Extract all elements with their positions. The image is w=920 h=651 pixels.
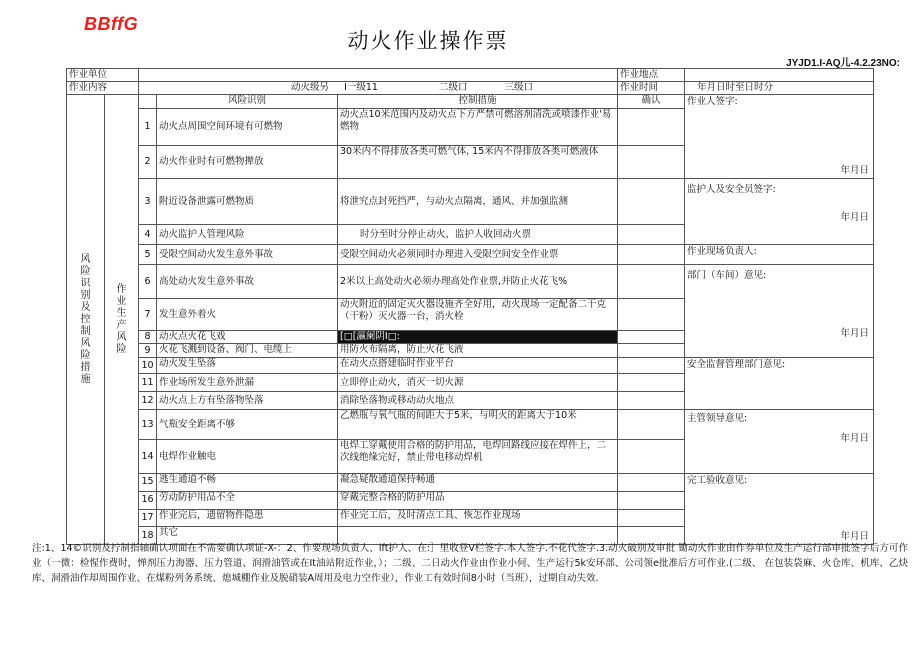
confirm-cell[interactable] [618,344,685,358]
confirm-cell[interactable] [618,392,685,410]
confirm-cell[interactable] [618,374,685,392]
table-row: 3 附近设备泄露可燃物质 将泄究点封死挡严，与动火点隔离，通风、并加强监测 监护人及安全员签字: 年月日 [67,179,874,225]
safety-dept-opinion-box[interactable]: 安全监督管理部门意见: [685,358,874,410]
table-row: 7 发生意外着火 动火附近的固定灭火器设施齐全好用，动火现场一定配备二干克（干粉）灭火器一台，消火栓 [67,299,874,331]
time-value: 年月日时至日时分 [697,82,774,93]
confirm-cell[interactable] [618,509,685,527]
confirm-cell[interactable] [618,179,685,225]
number-column-header [139,95,157,109]
confirm-cell[interactable] [618,331,685,344]
confirm-column-header: 确认 [618,95,685,109]
level-label: 动火级另 [291,82,330,93]
table-row: 9 火花飞溅到设备、阀门、电缆上 用防火布隔离，防止火花飞液 [67,344,874,358]
footnote: 注:1、14©识别及拧制指轴确认项面在不需要确认项证-X-：2、作要现场负责人、lft护人、在:］里收登V栏签字.本人签字.不花代签字.3.动火破别及审批 锄动火作业由作券单位及生产运行部审批签字后方可作业（一微：检惺作费时，惮剂压力海器、压力管道、润滑油管或在It油站附近作业，）；二级、二日动火作业由作业小何、生产运行5k安环部、公司领e批准后方可作业.(二级、 在包装袋麻、火仓库、机库、乙炔库、洞滑油作却周围作业、在煤粉列务系统、熄城棚作业及脱硝装A周用及电力空作业），作业工有效时间8小时（当班），过期自动失效. [32,543,908,584]
level-1-checkbox[interactable]: I一级11 [344,82,378,93]
confirm-cell[interactable] [618,358,685,374]
table-row: 2 动火作业时有可燃物撵放 30米内不得排放各类可燃气体, 15米内不得排放各类可燃液体 [67,146,874,179]
table-row: 5 受限空间动火发生意外事故 受限空间动火必须同时办理进入受限空间安全作业票 作业现场负责人: [67,245,874,265]
level-cell [139,82,618,95]
table-row: 18 其它 [67,527,874,545]
table-row: 17 作业完后，遗留物件隐患 作业完工后，及时清点工具、恢怎作业现场 [67,509,874,527]
header-row-unit [67,69,874,82]
header-row-content [67,82,874,95]
site-lead-signature-box[interactable]: 作业现场负责人: [685,245,874,265]
production-risk-group-label: 作业生产风险 [105,95,139,545]
level-2-checkbox[interactable]: 二级口 [438,82,468,93]
table-row: 12 动火点上方有坠落物坠落 消除坠落物或移动动火地点 [67,392,874,410]
site-field[interactable] [685,69,874,82]
confirm-cell[interactable] [618,491,685,509]
table-row: 15 逃生通道不畅 凝急疑散通道保持畅通 完工验收意见: 年月日 [67,474,874,492]
confirm-cell[interactable] [618,146,685,179]
time-field[interactable] [685,82,874,95]
table-row: 1 动火点周围空间环境有可燃物 动火点10米范围内及动火点下方严禁可燃溶剂清洗或喷漆作业'易燃物 [67,109,874,146]
risk-control-group-label: 风险识别及控制风险措施 [67,95,105,545]
page-title: 动火作业操作票 [347,29,509,53]
table-row: 13 气瓶安全距离不够 乙燃瓶与氧气瓶的间距大于5米，与明火的距离大于10米 主管领导意见: 年月日 [67,410,874,440]
acceptance-opinion-box[interactable]: 完工验收意见: 年月日 [685,474,874,545]
confirm-cell[interactable] [618,265,685,299]
risk-column-header: 风险识别 [157,95,338,109]
time-label: 作业时间 [618,82,685,95]
table-row: 10 动火发生坠落 在动火点搭建临时作业平台 安全监督管理部门意见: [67,358,874,374]
table-row: 8 动火点火花飞戏 [□[瀛阑阴I□: [67,331,874,344]
confirm-cell[interactable] [618,109,685,146]
department-opinion-box[interactable]: 部门（车间）意见: 年月日 [685,265,874,358]
unit-field[interactable] [139,69,618,82]
confirm-cell[interactable] [618,474,685,492]
confirm-cell[interactable] [618,299,685,331]
table-row: 4 动火监护人管理风险 时分至时分停止动火，监护人收回动火票 [67,225,874,245]
content-label: 作业内容 [67,82,139,95]
column-header-row [67,95,874,109]
document-code: JYJD1.I-AQ儿-4.2.23NO: [786,58,900,69]
confirm-cell[interactable] [618,245,685,265]
level-3-checkbox[interactable]: 三级口 [504,82,534,93]
logo-stamp: BBffG [84,14,139,34]
table-row: 11 作业场所发生意外泄漏 立即停止动火，消灭一切火源 [67,374,874,392]
unit-label: 作业单位 [67,69,139,82]
control-column-header: 控制措施 [338,95,618,109]
table-row: 6 高处动火发生意外事故 2米以上高处动火必须办理高处作业票,并防止火花飞% 部门（车间）意见: 年月日 [67,265,874,299]
site-label: 作业地点 [618,69,685,82]
confirm-cell[interactable] [618,225,685,245]
table-row: 16 劳动防护用品不全 穿戴完整合格的防护用品 [67,491,874,509]
worker-signature-box[interactable]: 作业人签字: 年月日 [685,95,874,179]
guardian-signature-box[interactable]: 监护人及安全员签字: 年月日 [685,179,874,245]
permit-table [66,68,874,545]
table-row: 14 电焊作业触电 电焊工穿戴使用合格的防护用品，电焊回路线应接在焊件上，二次线绝缘完好，禁止带电移动焊机 [67,440,874,474]
confirm-cell[interactable] [618,440,685,474]
supervisor-opinion-box[interactable]: 主管领导意见: 年月日 [685,410,874,474]
redacted-cell: [□[瀛阑阴I□: [338,331,618,344]
confirm-cell[interactable] [618,410,685,440]
